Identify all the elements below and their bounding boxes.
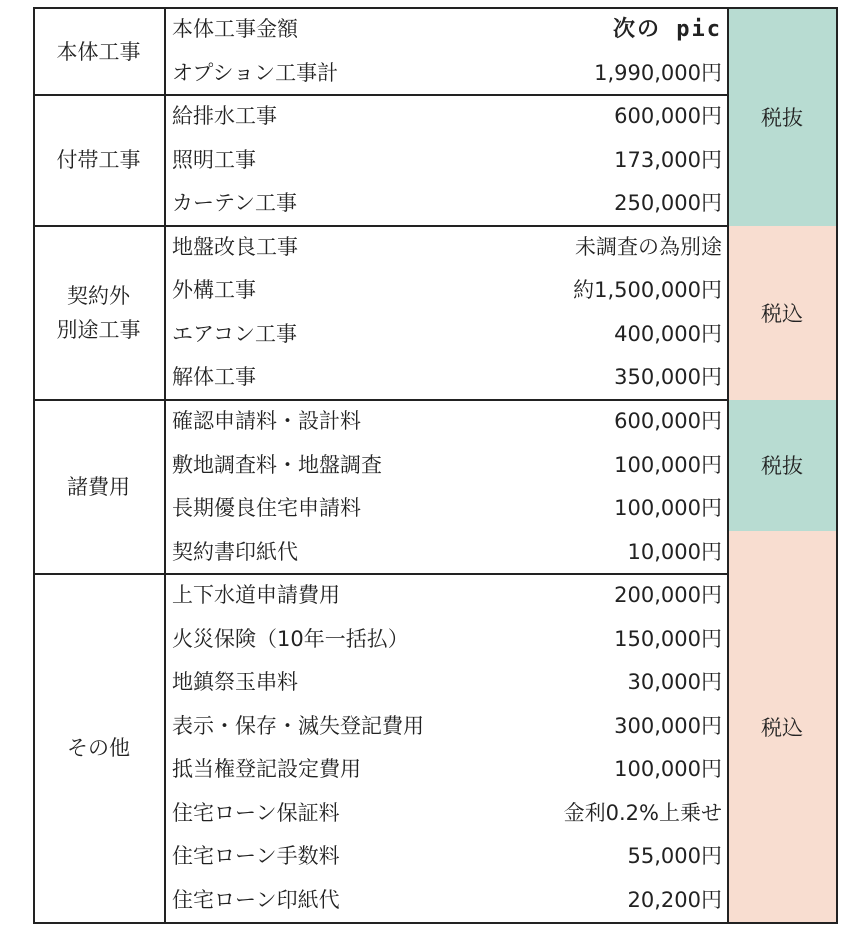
item-amount: 100,000円 (614, 757, 722, 782)
item-name: 契約書印紙代 (172, 539, 298, 564)
item-name: 照明工事 (172, 147, 256, 172)
item-amount: 173,000円 (614, 147, 722, 172)
tax-status-label: 税抜 (761, 105, 803, 130)
category-cell (33, 226, 164, 400)
category-cell (33, 95, 164, 226)
item-amount: 150,000円 (614, 626, 722, 651)
item-name: 外構工事 (172, 278, 256, 303)
category-label: 本体工事 (56, 39, 141, 64)
category-label: 諸費用 (67, 475, 130, 500)
item-amount: 100,000円 (614, 496, 722, 521)
item-name: 敷地調査料・地盤調査 (172, 452, 382, 477)
item-amount: 350,000円 (614, 365, 722, 390)
grid-line (33, 7, 838, 9)
item-name: 住宅ローン印紙代 (172, 888, 340, 912)
item-name: 表示・保存・滅失登記費用 (172, 713, 424, 738)
grid-line (33, 7, 35, 924)
item-name: 給排水工事 (172, 104, 277, 129)
category-label: 別途工事 (56, 317, 141, 342)
item-name: 火災保険（10年一括払） (172, 626, 409, 651)
item-amount: 600,000円 (614, 408, 722, 433)
item-amount: 250,000円 (614, 191, 722, 216)
tax-status-label: 税込 (761, 715, 803, 740)
item-name: カーテン工事 (172, 191, 297, 216)
category-cell (33, 574, 164, 922)
grid-line (33, 399, 728, 401)
tax-status-cell (728, 400, 836, 531)
item-name: エアコン工事 (172, 321, 297, 346)
grid-line (33, 94, 728, 96)
item-name: 地盤改良工事 (172, 234, 298, 259)
tax-status-cell (728, 531, 836, 923)
item-amount: 20,200円 (627, 888, 722, 912)
item-amount: 30,000円 (627, 670, 722, 695)
item-name: 確認申請料・設計料 (172, 408, 361, 433)
grid-line (727, 7, 729, 924)
grid-line (164, 7, 166, 924)
item-name: オプション工事計 (172, 60, 339, 85)
item-name: 地鎮祭玉串料 (172, 670, 298, 695)
item-amount: 600,000円 (614, 104, 722, 129)
item-amount: 400,000円 (614, 321, 722, 346)
item-name: 解体工事 (172, 365, 256, 390)
item-amount: 次の pic (613, 17, 722, 42)
item-amount: 金利0.2%上乗せ (563, 800, 722, 825)
item-name: 抵当権登記設定費用 (172, 757, 361, 782)
item-amount: 未調査の為別途 (575, 234, 722, 259)
item-name: 本体工事金額 (172, 17, 298, 41)
tax-status-label: 税抜 (761, 454, 803, 479)
item-amount: 55,000円 (627, 844, 722, 869)
item-name: 上下水道申請費用 (172, 583, 340, 608)
item-amount: 200,000円 (614, 583, 722, 608)
item-amount: 約1,500,000円 (573, 278, 722, 303)
category-label: その他 (67, 736, 130, 761)
tax-status-label: 税込 (761, 301, 803, 326)
item-name: 長期優良住宅申請料 (172, 496, 361, 521)
category-cell (33, 8, 164, 95)
item-amount: 1,990,000円 (594, 60, 722, 85)
item-amount: 100,000円 (614, 452, 722, 477)
item-amount: 10,000円 (627, 539, 722, 564)
grid-line (33, 225, 728, 227)
item-name: 住宅ローン手数料 (172, 844, 340, 869)
tax-status-cell (728, 8, 836, 226)
category-cell (33, 400, 164, 574)
category-label: 付帯工事 (56, 148, 141, 173)
grid-line (33, 573, 728, 575)
grid-line (33, 922, 838, 924)
tax-status-cell (728, 226, 836, 400)
grid-line (836, 7, 838, 924)
item-name: 住宅ローン保証料 (172, 800, 340, 825)
item-amount: 300,000円 (614, 713, 722, 738)
category-label: 契約外 (67, 283, 130, 308)
